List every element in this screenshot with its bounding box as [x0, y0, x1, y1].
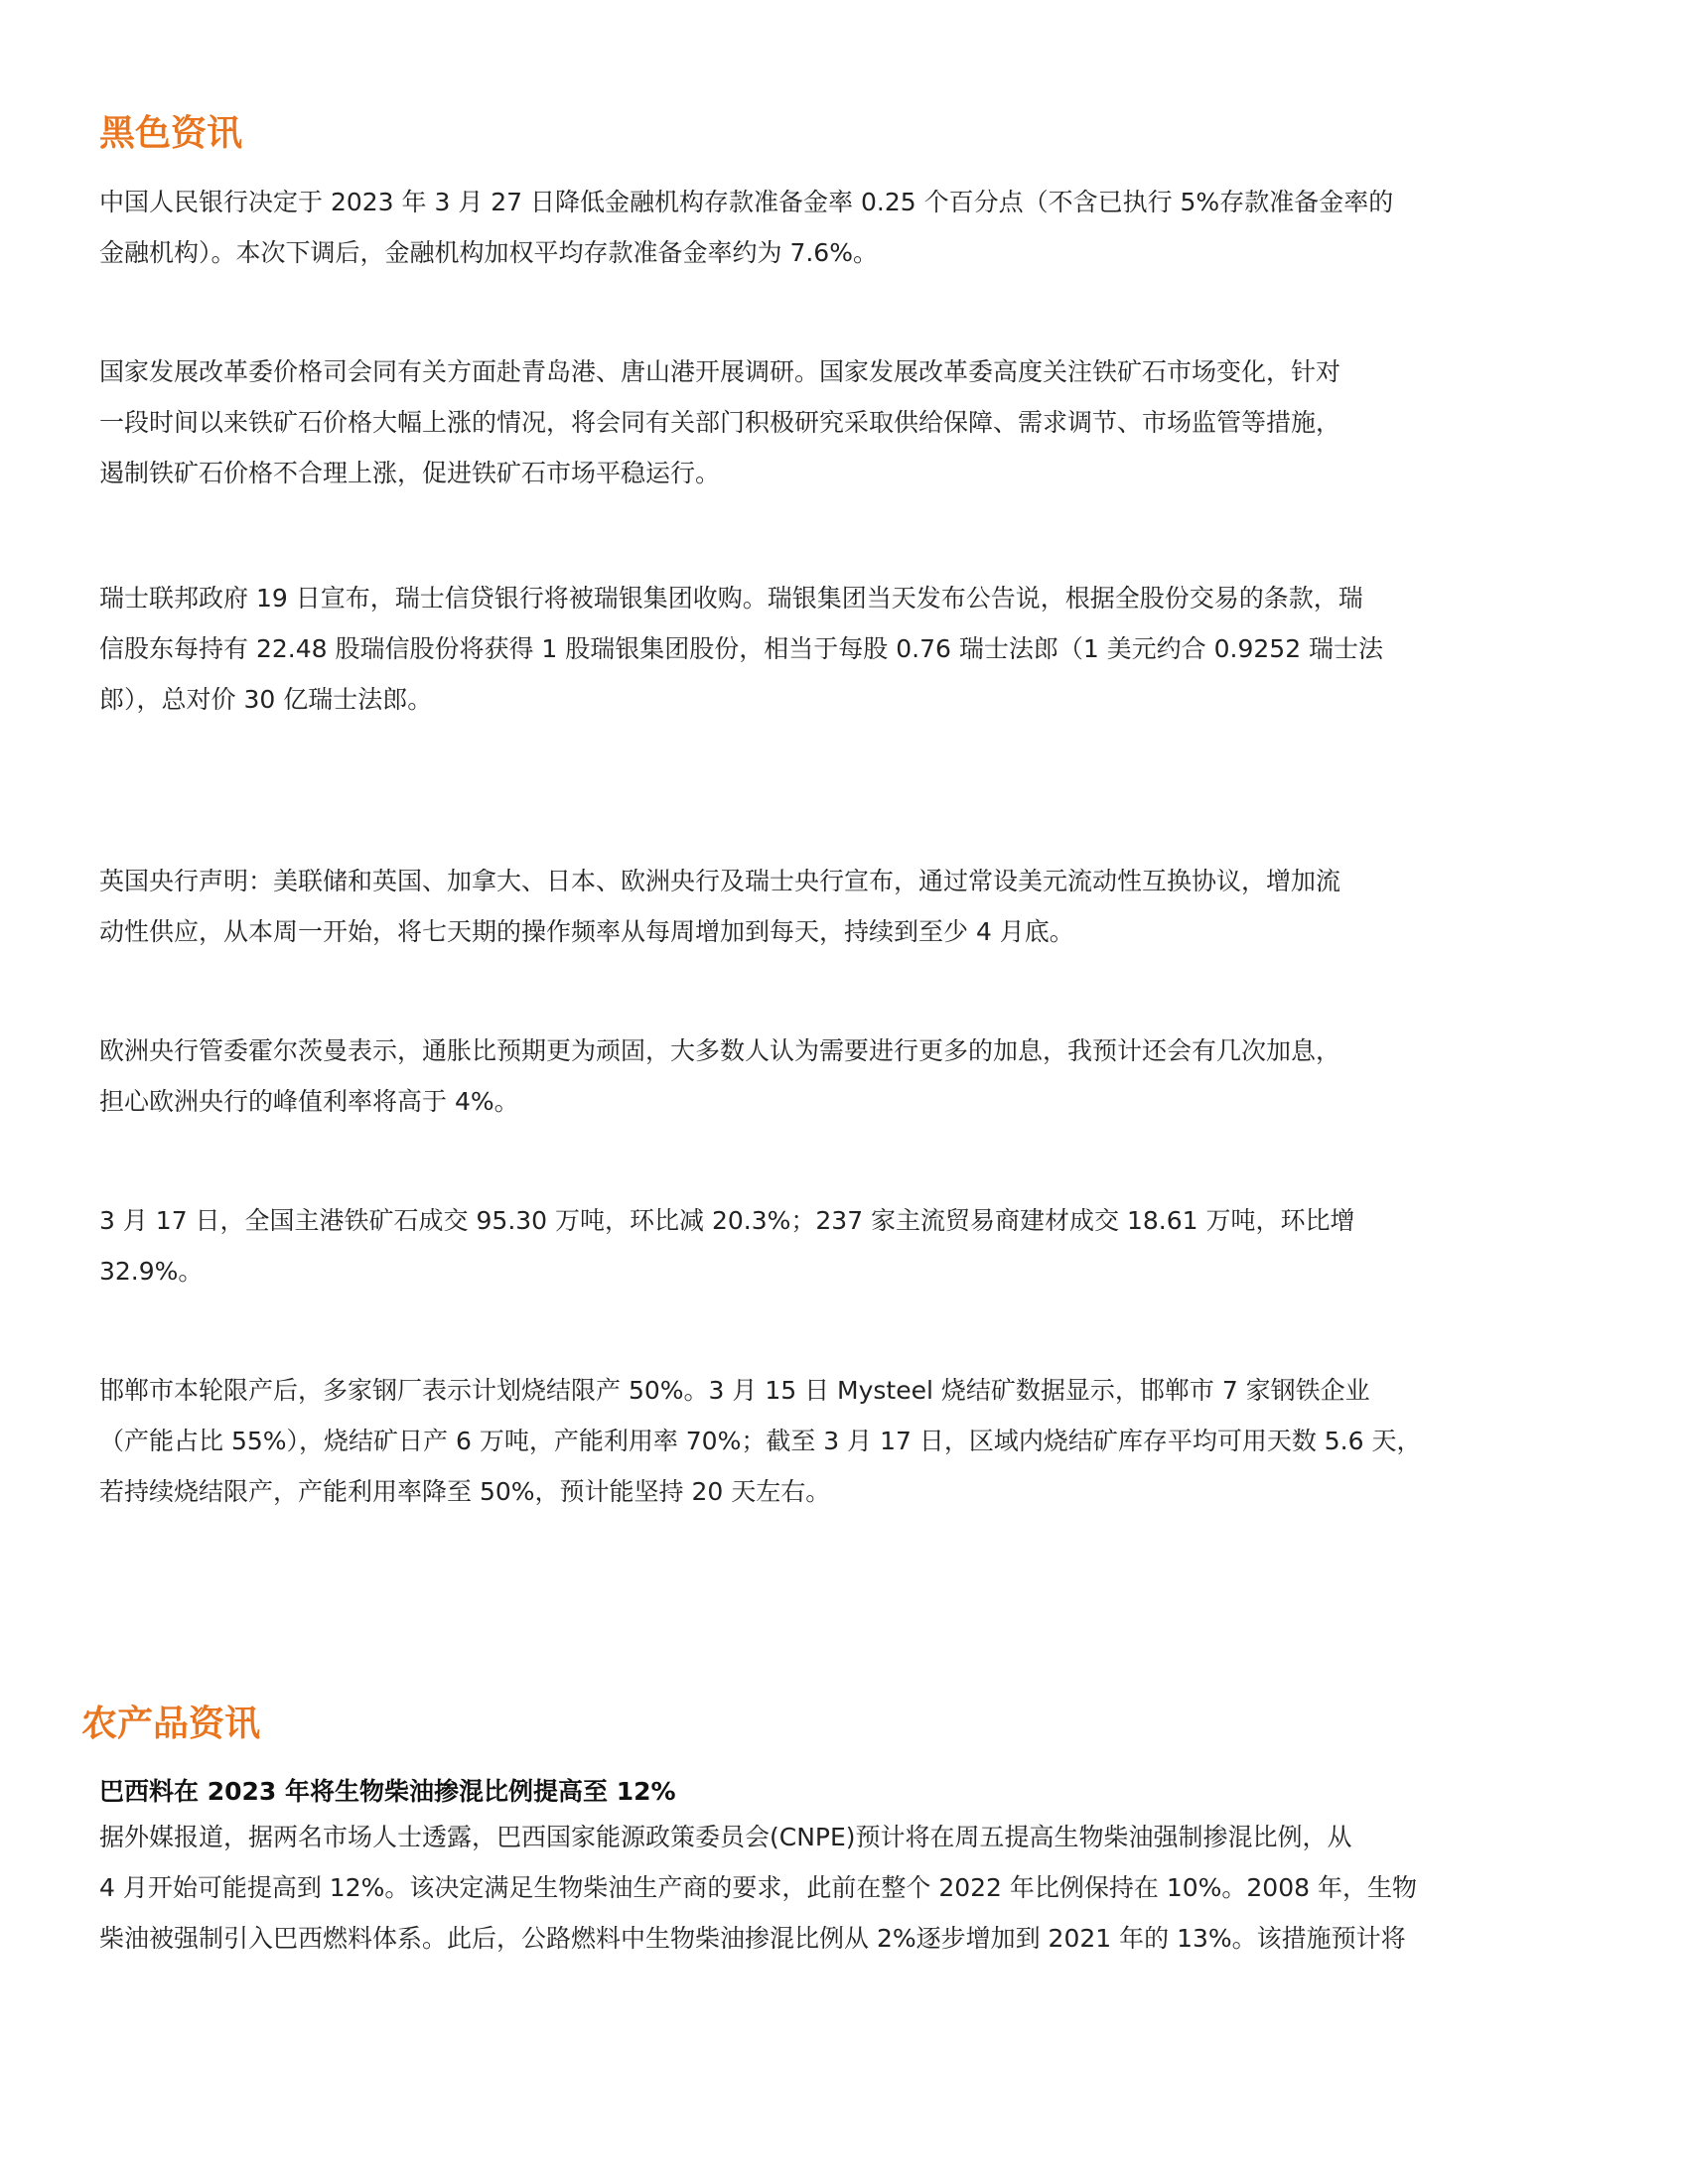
black-news-paragraph-6	[99, 1195, 1569, 1297]
paragraph-line: 32.9%。	[99, 1257, 204, 1286]
paragraph-line: （产能占比 55%），烧结矿日产 6 万吨，产能利用率 70%；截至 3 月 17 日，区域内烧结矿库存平均可用天数 5.6 天，	[99, 1427, 1422, 1455]
paragraph-line: 瑞士联邦政府 19 日宣布，瑞士信贷银行将被瑞银集团收购。瑞银集团当天发布公告说，根据全股份交易的条款，瑞	[99, 584, 1363, 613]
paragraph-line: 邯郸市本轮限产后，多家钢厂表示计划烧结限产 50%。3 月 15 日 Mysteel 烧结矿数据显示，邯郸市 7 家钢铁企业	[99, 1376, 1370, 1405]
paragraph-line: 4 月开始可能提高到 12%。该决定满足生物柴油生产商的要求，此前在整个 2022 年比例保持在 10%。2008 年，生物	[99, 1873, 1417, 1902]
paragraph-line: 国家发展改革委价格司会同有关方面赴青岛港、唐山港开展调研。国家发展改革委高度关注铁矿石市场变化，针对	[99, 357, 1341, 386]
paragraph-line: 遏制铁矿石价格不合理上涨，促进铁矿石市场平稳运行。	[99, 459, 721, 487]
section-title-black: 黑色资讯	[99, 113, 243, 154]
paragraph-line: 一段时间以来铁矿石价格大幅上涨的情况，将会同有关部门积极研究采取供给保障、需求调节、市场监管等措施，	[99, 408, 1341, 437]
agri-news-headline: 巴西料在 2023 年将生物柴油掺混比例提高至 12%	[99, 1777, 676, 1806]
paragraph-line: 金融机构）。本次下调后，金融机构加权平均存款准备金率约为 7.6%。	[99, 238, 878, 267]
section-title-agri: 农产品资讯	[81, 1704, 261, 1744]
paragraph-line: 中国人民银行决定于 2023 年 3 月 27 日降低金融机构存款准备金率 0.25 个百分点（不含已执行 5%存款准备金率的	[99, 188, 1394, 216]
paragraph-line: 英国央行声明：美联储和英国、加拿大、日本、欧洲央行及瑞士央行宣布，通过常设美元流动性互换协议，增加流	[99, 867, 1341, 895]
black-news-paragraph-3	[99, 573, 1569, 725]
paragraph-line: 担心欧洲央行的峰值利率将高于 4%。	[99, 1087, 519, 1116]
paragraph-line: 柴油被强制引入巴西燃料体系。此后，公路燃料中生物柴油掺混比例从 2%逐步增加到 2021 年的 13%。该措施预计将	[99, 1924, 1406, 1953]
black-news-paragraph-4	[99, 856, 1569, 957]
black-news-paragraph-7	[99, 1365, 1569, 1517]
paragraph-line: 据外媒报道，据两名市场人士透露，巴西国家能源政策委员会(CNPE)预计将在周五提高生物柴油强制掺混比例，从	[99, 1823, 1352, 1851]
agri-news-paragraph-1	[99, 1812, 1569, 1964]
paragraph-line: 郎），总对价 30 亿瑞士法郎。	[99, 685, 433, 714]
black-news-paragraph-1	[99, 177, 1569, 278]
black-news-paragraph-5	[99, 1025, 1569, 1127]
paragraph-line: 动性供应，从本周一开始，将七天期的操作频率从每周增加到每天，持续到至少 4 月底。	[99, 917, 1074, 946]
black-news-paragraph-2	[99, 346, 1569, 498]
paragraph-line: 信股东每持有 22.48 股瑞信股份将获得 1 股瑞银集团股份，相当于每股 0.76 瑞士法郎（1 美元约合 0.9252 瑞士法	[99, 634, 1384, 663]
paragraph-line: 3 月 17 日，全国主港铁矿石成交 95.30 万吨，环比减 20.3%；237 家主流贸易商建材成交 18.61 万吨，环比增	[99, 1206, 1355, 1235]
paragraph-line: 若持续烧结限产，产能利用率降至 50%，预计能坚持 20 天左右。	[99, 1477, 831, 1506]
paragraph-line: 欧洲央行管委霍尔茨曼表示，通胀比预期更为顽固，大多数人认为需要进行更多的加息，我预计还会有几次加息，	[99, 1036, 1341, 1065]
